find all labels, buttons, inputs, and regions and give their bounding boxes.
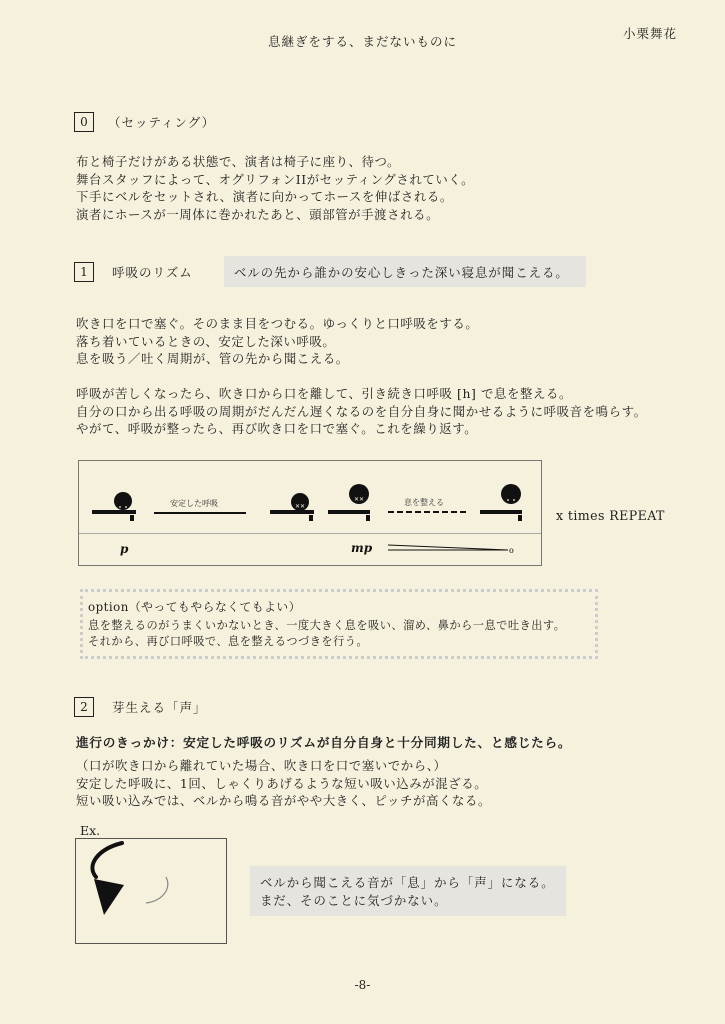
note-line: ベルから聞こえる音が「息」から「声」になる。 [260, 875, 555, 890]
svg-text:✕✕: ✕✕ [353, 496, 365, 503]
body-line: 下手にベルをセットされ、演者に向かってホースを伸ばされる。 [76, 189, 453, 205]
author-name: 小栗舞花 [622, 26, 677, 41]
section-2-body [76, 757, 491, 810]
option-line: 息を整えるのがうまくいかないとき、一度大きく息を吸い、溜め、鼻から一息で吐き出す。 [88, 619, 566, 632]
body-line: 呼吸が苦しくなったら、吹き口から口を離して、引き続き口呼吸 [h] で息を整える。 [76, 386, 572, 401]
body-line: （口が吹き口から離れていた場合、吹き口を口で塞いでから、） [76, 758, 447, 773]
section-2-number: 2 [74, 697, 94, 717]
section-0-number: 0 [74, 112, 94, 132]
option-line: それから、再び口呼吸で、息を整えるつづきを行う。 [88, 635, 369, 648]
page-number: -8- [354, 978, 371, 992]
section-1-body-b [76, 385, 647, 438]
option-title: option（やってもやらなくてもよい） [88, 600, 302, 614]
adjust-breath-label: 息を整える [404, 498, 444, 507]
section-0-title: （セッティング） [108, 115, 216, 130]
svg-text:✕✕: ✕✕ [294, 503, 306, 510]
body-line: 安定した呼吸に、1回、しゃくりあげるような短い吸い込みが混ざる。 [76, 775, 488, 791]
note-line: まだ、そのことに気づかない。 [260, 893, 448, 908]
stable-breath-label: 安定した呼吸 [170, 499, 218, 508]
dynamic-p: p [120, 542, 129, 556]
body-line: 舞台スタッフによって、オグリフォンIIがセッティングされていく。 [76, 171, 475, 187]
lifted-face-icon [328, 484, 370, 521]
section-2-title: 芽生える「声」 [112, 700, 207, 715]
section-1-number: 1 [74, 262, 94, 282]
sound-description-note: ベルの先から誰かの安心しきった深い寝息が聞こえる。 [224, 256, 586, 287]
body-line: 自分の口から出る呼吸の周期がだんだん遅くなるのを自分自身に聞かせるように呼吸音を鳴らす。 [76, 403, 647, 419]
example-label: Ex. [80, 823, 101, 838]
body-line: 息を吸う／吐く周期が、管の先から聞こえる。 [76, 351, 349, 367]
body-line: 短い吸い込みでは、ベルから鳴る音がやや大きく、ピッチが高くなる。 [76, 793, 491, 809]
progression-trigger: 進行のきっかけ：安定した呼吸のリズムが自分自身と十分同期した、と感じたら。 [76, 735, 572, 750]
body-line: 演者にホースが一周体に巻かれたあと、頭部管が手渡される。 [76, 206, 440, 222]
section-0-body [76, 153, 474, 223]
document-title: 息継ぎをする、まだないものに [267, 34, 457, 49]
section-1-title: 呼吸のリズム [112, 265, 193, 280]
dynamic-mp: mp [351, 541, 373, 555]
breathing-score-graphic [78, 460, 548, 568]
returning-face-icon [480, 484, 522, 521]
section-1-body-a [76, 315, 478, 368]
body-line: 吹き口を口で塞ぐ。そのまま目をつむる。ゆっくりと口呼吸をする。 [76, 316, 479, 331]
decrescendo-hairpin [388, 545, 508, 550]
voice-emergence-note [250, 866, 566, 916]
option-body [88, 618, 565, 650]
body-line: 布と椅子だけがある状態で、演者は椅子に座り、待つ。 [76, 154, 401, 169]
pitch-gesture-icon [76, 839, 226, 943]
repeat-instruction: x times REPEAT [556, 508, 665, 523]
body-line: 落ち着いているときの、安定した深い呼吸。 [76, 333, 336, 349]
eyes-closed-face-icon [270, 493, 314, 521]
calm-face-icon [92, 492, 136, 521]
dynamic-niente: o [509, 546, 514, 555]
body-line: やがて、呼吸が整ったら、再び吹き口を口で塞ぐ。これを繰り返す。 [76, 421, 478, 437]
example-frame [75, 838, 227, 944]
